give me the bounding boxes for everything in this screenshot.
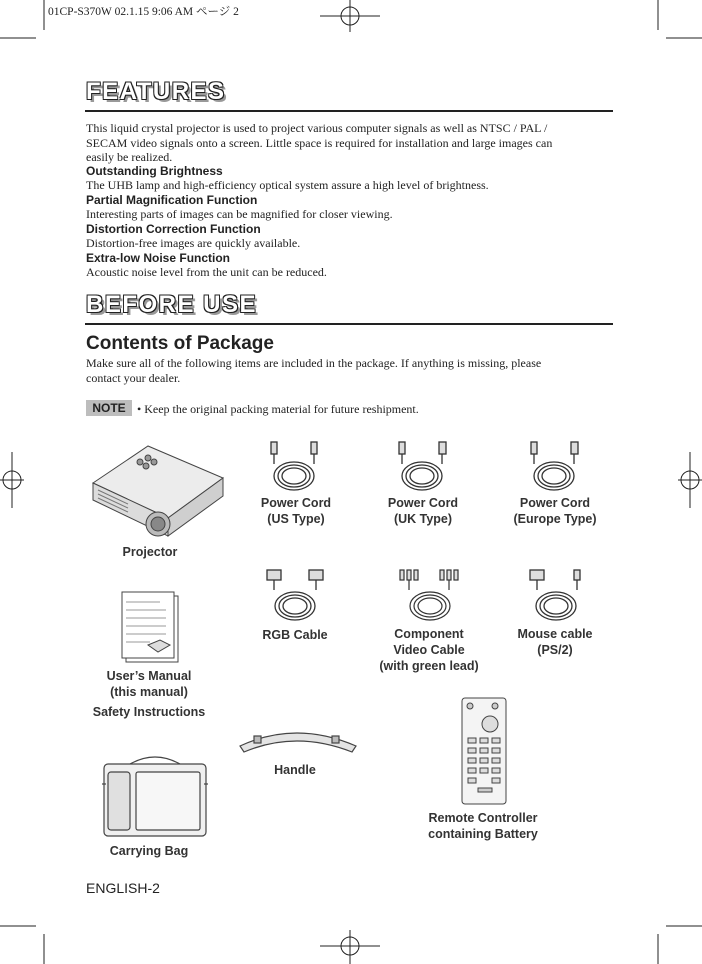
feature-text: Acoustic noise level from the unit can be reduced.	[86, 265, 327, 279]
note-text: • Keep the original packing material for future reshipment.	[137, 402, 419, 416]
note-badge: NOTE	[86, 400, 132, 416]
power-cord-us-caption	[246, 495, 346, 527]
power-cord-europe-illustration	[528, 438, 588, 496]
handle-illustration	[236, 726, 360, 760]
package-intro	[86, 356, 541, 385]
caption-line: containing Battery	[428, 827, 538, 841]
print-header-code: 01CP-S370W 02.1.15 9:06 AM ページ 2	[48, 6, 239, 18]
feature-text: Interesting parts of images can be magnified for closer viewing.	[86, 207, 393, 221]
safety-instructions-caption: Safety Instructions	[92, 705, 206, 719]
caption-line: Mouse cable	[517, 627, 593, 641]
carrying-bag-caption: Carrying Bag	[109, 844, 189, 858]
power-cord-uk-caption	[373, 495, 473, 527]
power-cord-europe-caption	[495, 495, 615, 527]
caption-line: Power Cord	[519, 496, 591, 510]
caption-line: User’s Manual	[106, 669, 192, 683]
features-rule	[85, 110, 613, 112]
page-footer: ENGLISH-2	[86, 880, 160, 896]
features-intro-line: easily be realized.	[86, 150, 173, 165]
caption-line: Power Cord	[387, 496, 459, 510]
projector-illustration	[88, 438, 228, 538]
package-intro-line: contact your dealer.	[86, 370, 181, 385]
features-title: FEATURES	[86, 78, 226, 105]
features-intro	[86, 121, 552, 165]
caption-line: Video Cable	[393, 643, 465, 657]
projector-caption: Projector	[122, 545, 178, 559]
component-cable-caption	[369, 626, 489, 674]
mouse-cable-caption	[495, 626, 615, 658]
features-intro-line: SECAM video signals onto a screen. Little space is required for installation and large images can	[86, 135, 553, 150]
before-use-title: BEFORE USE	[86, 291, 258, 318]
remote-controller-illustration	[460, 696, 510, 806]
caption-line: Remote Controller	[428, 811, 538, 825]
carrying-bag-illustration	[100, 754, 210, 838]
users-manual-illustration	[120, 590, 182, 664]
caption-line: (with green lead)	[379, 659, 479, 673]
contents-of-package-title: Contents of Package	[86, 333, 274, 354]
power-cord-uk-illustration	[396, 438, 456, 496]
component-cable-illustration	[398, 568, 462, 626]
handle-caption: Handle	[274, 763, 316, 777]
caption-line: (UK Type)	[393, 512, 453, 526]
feature-heading: Partial Magnification Function	[86, 193, 258, 207]
caption-line: Power Cord	[260, 496, 332, 510]
rgb-cable-caption: RGB Cable	[262, 628, 328, 642]
features-intro-line: This liquid crystal projector is used to project various computer signals as well as NTSC / PAL /	[86, 121, 548, 135]
feature-text: The UHB lamp and high-efficiency optical system assure a high level of brightness.	[86, 178, 489, 192]
feature-text: Distortion-free images are quickly available.	[86, 236, 301, 250]
power-cord-us-illustration	[268, 438, 328, 496]
caption-line: (PS/2)	[537, 643, 573, 657]
feature-heading: Outstanding Brightness	[86, 164, 223, 178]
caption-line: (this manual)	[110, 685, 188, 699]
before-use-rule	[85, 323, 613, 325]
feature-heading: Extra-low Noise Function	[86, 251, 231, 265]
caption-line: (US Type)	[267, 512, 325, 526]
caption-line: (Europe Type)	[513, 512, 597, 526]
mouse-cable-illustration	[528, 568, 588, 626]
remote-controller-caption	[418, 810, 548, 842]
feature-heading: Distortion Correction Function	[86, 222, 261, 236]
users-manual-caption	[99, 668, 199, 700]
package-intro-line: Make sure all of the following items are included in the package. If anything is missing, please	[86, 356, 542, 370]
rgb-cable-illustration	[265, 568, 325, 626]
caption-line: Component	[394, 627, 464, 641]
